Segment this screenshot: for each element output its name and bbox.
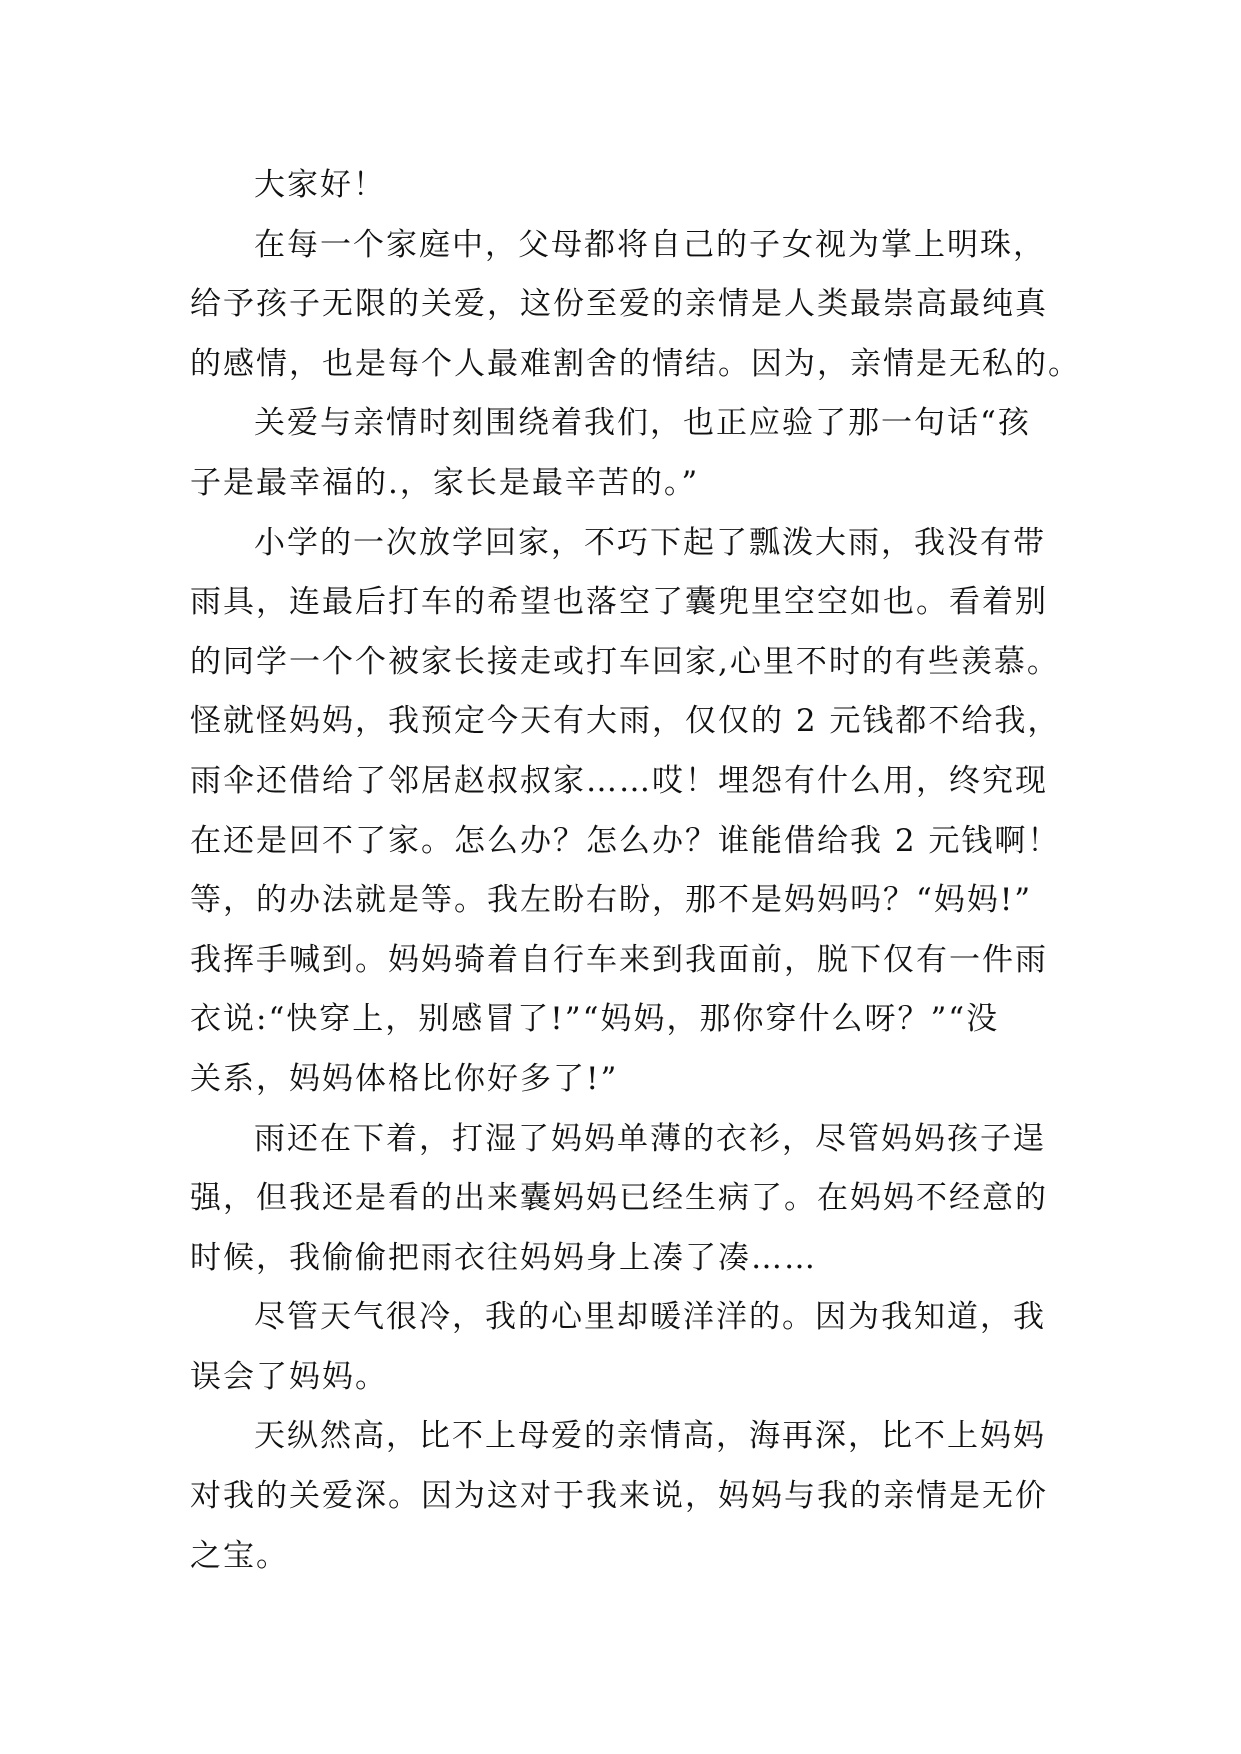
text-line: 之宝。 bbox=[190, 1537, 289, 1574]
text-line: 雨伞还借给了邻居赵叔叔家……哎！埋怨有什么用，终究现 bbox=[190, 762, 1048, 799]
text-line: 天纵然高，比不上母爱的亲情高，海再深，比不上妈妈 bbox=[254, 1418, 1046, 1455]
text-line: 雨具，连最后打车的希望也落空了囊兜里空空如也。看着别 bbox=[190, 584, 1048, 621]
text-line: 小学的一次放学回家，不巧下起了瓢泼大雨，我没有带 bbox=[254, 524, 1046, 561]
text-line: 等，的办法就是等。我左盼右盼，那不是妈妈吗？“妈妈!” bbox=[190, 882, 1033, 919]
text-line: 尽管天气很冷，我的心里却暖洋洋的。因为我知道，我 bbox=[254, 1299, 1046, 1336]
text-line: 的同学一个个被家长接走或打车回家,心里不时的有些羡慕。 bbox=[190, 643, 1060, 680]
text-line: 给予孩子无限的关爱，这份至爱的亲情是人类最崇高最纯真 bbox=[190, 286, 1048, 323]
text-line: 大家好！ bbox=[254, 167, 386, 203]
text-line: 关爱与亲情时刻围绕着我们，也正应验了那一句话“孩 bbox=[254, 405, 1031, 442]
text-line: 关系，妈妈体格比你好多了!” bbox=[190, 1060, 619, 1097]
text-line: 误会了妈妈。 bbox=[190, 1358, 388, 1395]
text-line: 时候，我偷偷把雨衣往妈妈身上凑了凑…… bbox=[190, 1239, 817, 1276]
text-line: 对我的关爱深。因为这对于我来说，妈妈与我的亲情是无价 bbox=[190, 1478, 1048, 1515]
text-line: 怪就怪妈妈，我预定今天有大雨，仅仅的 2 元钱都不给我， bbox=[190, 703, 1061, 740]
text-line: 强，但我还是看的出来囊妈妈已经生病了。在妈妈不经意的 bbox=[190, 1180, 1048, 1217]
text-line: 在每一个家庭中，父母都将自己的子女视为掌上明珠， bbox=[254, 226, 1046, 263]
text-line: 子是最幸福的.，家长是最辛苦的。” bbox=[190, 464, 700, 501]
text-line: 的感情，也是每个人最难割舍的情结。因为，亲情是无私的。 bbox=[190, 345, 1081, 382]
text-line: 衣说:“快穿上，别感冒了!”“妈妈，那你穿什么呀？”“没 bbox=[190, 1001, 1000, 1038]
text-line: 雨还在下着，打湿了妈妈单薄的衣衫，尽管妈妈孩子逞 bbox=[254, 1120, 1046, 1157]
text-line: 我挥手喊到。妈妈骑着自行车来到我面前，脱下仅有一件雨 bbox=[190, 941, 1048, 978]
text-line: 在还是回不了家。怎么办？怎么办？谁能借给我 2 元钱啊！ bbox=[190, 822, 1061, 859]
document-body bbox=[190, 156, 1081, 1586]
